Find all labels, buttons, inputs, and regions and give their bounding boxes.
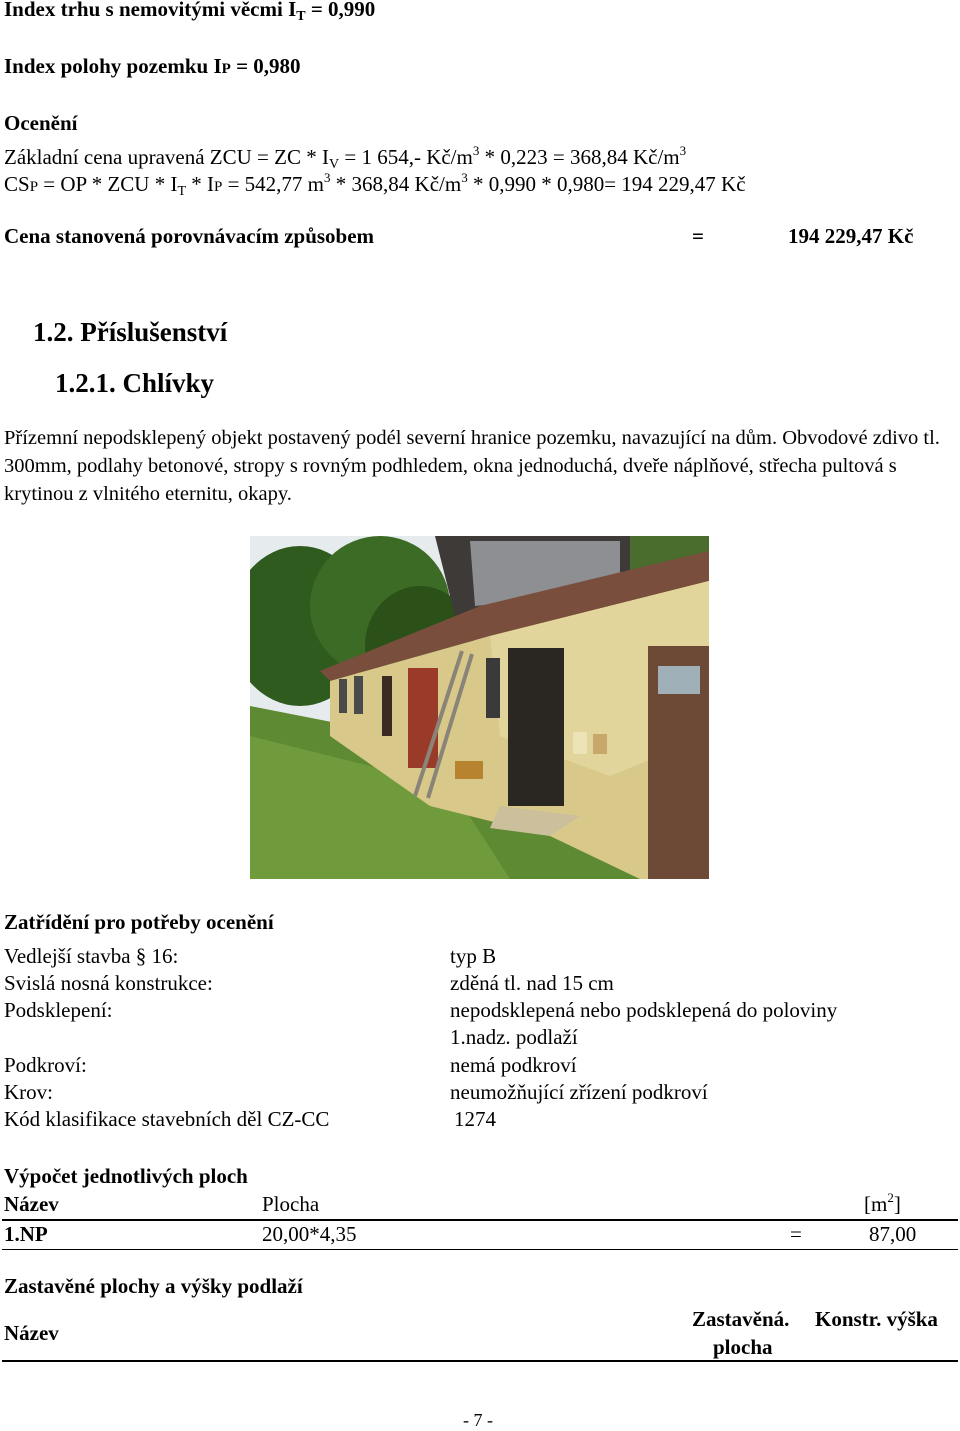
built-col-area-line2: plocha [713, 1335, 773, 1359]
price-value: 194 229,47 Kč [788, 224, 914, 248]
class-row-value: 1274 [454, 1107, 496, 1131]
class-row-label: Podkroví: [4, 1053, 87, 1077]
areas-col-unit: $[m^2]$ [864, 1190, 901, 1216]
built-header-rule [2, 1360, 958, 1362]
index-trhu-label: Index trhu s nemovitými věcmi I [4, 0, 297, 21]
built-col-height: Konstr. výška [815, 1307, 938, 1331]
classification-heading: Zatřídění pro potřeby ocenění [4, 910, 274, 934]
built-col-area-line1: Zastavěná. [692, 1307, 790, 1331]
description-paragraph: Přízemní nepodsklepený objekt postavený podél severní hranice pozemku, navazující na dům. Obvodové zdivo tl. 300mm, podlahy betonové, stropy s rovným podhledem, okna jednoduchá, dveře náplňové, střecha pultová s krytinou z vlnitého eternitu, okapy. [4, 427, 940, 505]
class-row-label: Kód klasifikace stavebních děl CZ-CC [4, 1107, 330, 1131]
areas-row-formula: 20,00*4,35 [262, 1222, 357, 1246]
areas-row-value: 87,00 [869, 1222, 917, 1246]
section-heading-chlivky: 1.2.1. Chlívky [55, 368, 215, 398]
price-equals: = [692, 224, 704, 248]
areas-header-rule [2, 1219, 958, 1221]
class-row-label: Svislá nosná konstrukce: [4, 971, 213, 995]
areas-row-name: 1.NP [4, 1222, 48, 1246]
areas-col-area: Plocha [262, 1192, 320, 1216]
zcu-formula: Základní cena upravená ZCU = ZC * IV = 1 654,- $Kč/m^3 * 0,223 = 368,84$ $Kč/m^3$ [4, 143, 687, 172]
class-row-label: Krov: [4, 1080, 53, 1104]
index-trhu-line: Index trhu s nemovitými věcmi IT = 0,990 [4, 0, 375, 22]
built-heading: Zastavěné plochy a výšky podlaží [4, 1274, 303, 1298]
areas-heading: Výpočet jednotlivých ploch [4, 1164, 248, 1188]
oceneni-heading: Ocenění [4, 111, 78, 135]
page-number: - 7 - [463, 1410, 493, 1430]
built-col-name: Název [4, 1321, 59, 1345]
class-row-value: nepodsklepená nebo podsklepená do poloviny [450, 998, 838, 1022]
areas-row-rule [2, 1249, 958, 1250]
areas-row-equals: = [790, 1222, 802, 1246]
class-row-value: neumožňující zřízení podkroví [450, 1080, 708, 1104]
class-row-label: Podsklepení: [4, 998, 113, 1022]
class-row-value: nemá podkroví [450, 1053, 577, 1077]
price-label: Cena stanovená porovnávacím způsobem [4, 224, 375, 248]
class-row-value: 1.nadz. podlaží [450, 1025, 578, 1049]
index-polohy-line: Index polohy pozemku IP = 0,980 [4, 54, 301, 78]
index-polohy-label: Index polohy pozemku I [4, 54, 222, 78]
cs-formula: CSP = OP * ZCU * IT * IP = 542,77 $m^3 * 368,84$ $Kč/m^3 * 0,990 * 0,980= 194$ 229,47 Kč [4, 170, 746, 199]
areas-col-name: Název [4, 1192, 59, 1216]
class-row-label: Vedlejší stavba § 16: [4, 944, 179, 968]
building-photo [250, 536, 709, 879]
class-row-value: typ B [450, 944, 497, 968]
class-row-value: zděná tl. nad 15 cm [450, 971, 614, 995]
section-heading-prislusenstvi: 1.2. Příslušenství [33, 317, 228, 347]
